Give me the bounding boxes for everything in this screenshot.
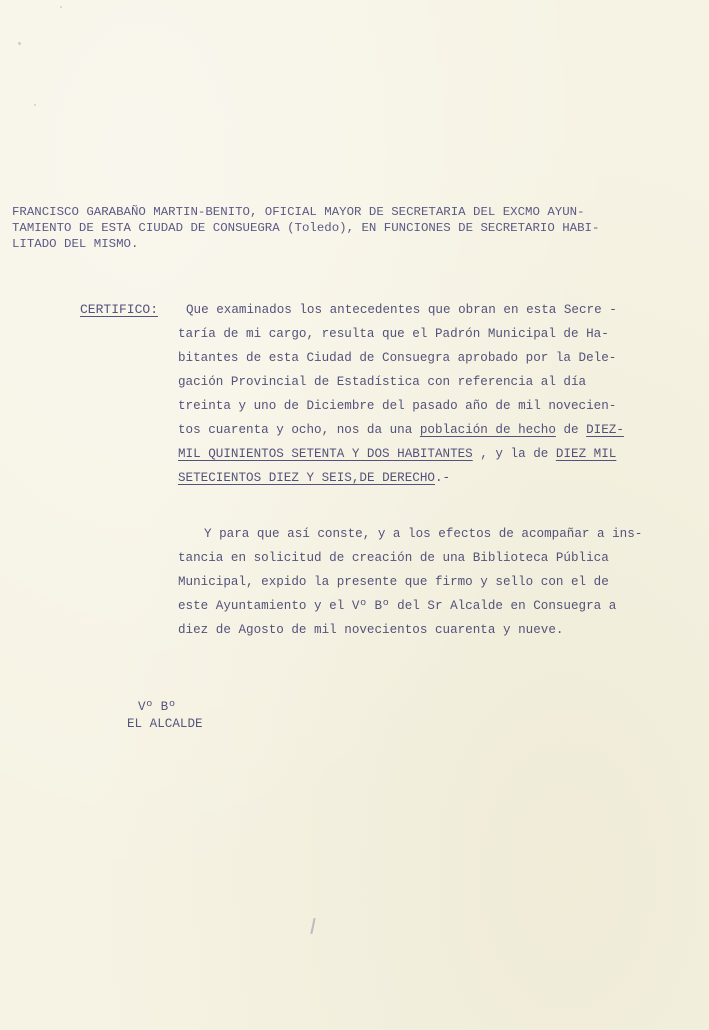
paragraph-1-body bbox=[178, 322, 693, 490]
paragraph-2-line-2: tancia en solicitud de creación de una Biblioteca Pública bbox=[178, 551, 609, 565]
paragraph-2-line-5: diez de Agosto de mil novecientos cuarenta y nueve. bbox=[178, 623, 564, 637]
diez-start: DIEZ- bbox=[586, 423, 624, 437]
pencil-mark bbox=[310, 918, 315, 934]
certifico-label: CERTIFICO: bbox=[80, 302, 159, 317]
paper-speck bbox=[34, 104, 36, 106]
paragraph-1-line-2: taría de mi cargo, resulta que el Padrón Municipal de Ha- bbox=[178, 327, 609, 341]
paragraph-2-body bbox=[178, 522, 693, 642]
header-line-3: LITADO DEL MISMO. bbox=[12, 237, 139, 251]
paragraph-2-line-4: este Ayuntamiento y el Vº Bº del Sr Alcalde en Consuegra a bbox=[178, 599, 617, 613]
paper-speck bbox=[18, 42, 21, 45]
line-6-mid: de bbox=[555, 423, 587, 437]
line-7-mid: , y la de bbox=[472, 447, 556, 461]
document-header bbox=[12, 204, 702, 252]
paper-speck bbox=[60, 6, 62, 8]
poblacion-de-hecho: población de hecho bbox=[419, 423, 556, 437]
paragraph-1-line-6 bbox=[178, 418, 693, 442]
header-line-1: FRANCISCO GARABAÑO MARTIN-BENITO, OFICIAL MAYOR DE SECRETARIA DEL EXCMO AYUN- bbox=[12, 205, 585, 219]
paragraph-1-line-5: treinta y uno de Diciembre del pasado año de mil novecien- bbox=[178, 399, 617, 413]
paragraph-1-line-3: bitantes de esta Ciudad de Consuegra aprobado por la Dele- bbox=[178, 351, 617, 365]
line-6-text: tos cuarenta y ocho, nos da una bbox=[178, 423, 420, 437]
el-alcalde-label: EL ALCALDE bbox=[127, 717, 203, 731]
paragraph-1-line-1: Que examinados los antecedentes que obran en esta Secre - bbox=[186, 303, 617, 317]
de-derecho: DE DERECHO bbox=[359, 471, 435, 485]
header-line-2: TAMIENTO DE ESTA CIUDAD DE CONSUEGRA (Toledo), EN FUNCIONES DE SECRETARIO HABI- bbox=[12, 221, 600, 235]
paragraph-2-line-1: Y para que así conste, y a los efectos de acompañar a ins- bbox=[204, 527, 643, 541]
diez-mil: DIEZ MIL bbox=[555, 447, 617, 461]
paragraph-1-line-8 bbox=[178, 466, 693, 490]
paragraph-2-line-3: Municipal, expido la presente que firmo y sello con el de bbox=[178, 575, 609, 589]
line-8-end: .- bbox=[434, 471, 451, 485]
paragraph-1-line-7 bbox=[178, 442, 693, 466]
paragraph-1-line-4: gación Provincial de Estadística con referencia al día bbox=[178, 375, 587, 389]
visto-bueno-label: Vº Bº bbox=[138, 700, 176, 714]
habitantes-de-hecho: MIL QUINIENTOS SETENTA Y DOS HABITANTES bbox=[178, 447, 473, 461]
setecientos-diez-y-seis: SETECIENTOS DIEZ Y SEIS, bbox=[178, 471, 360, 485]
